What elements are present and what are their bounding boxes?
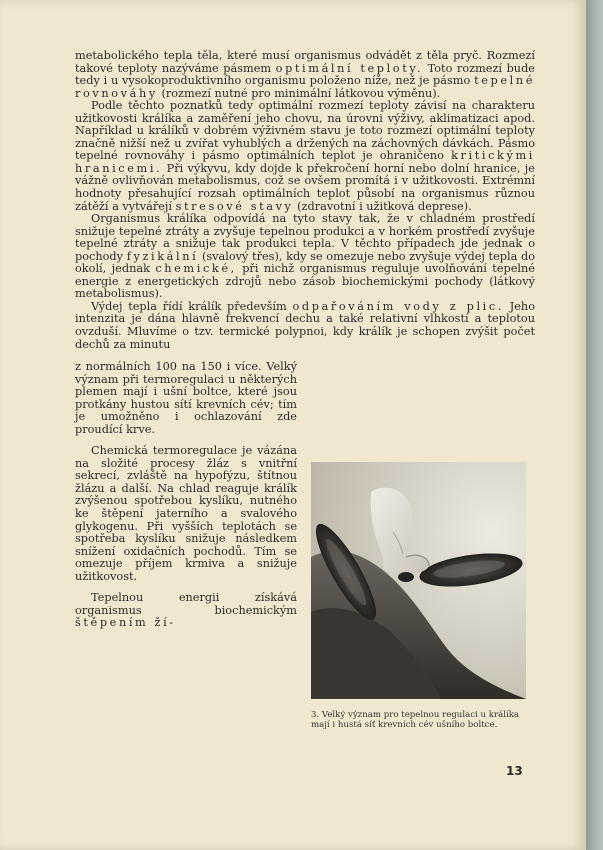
paragraph-2: Podle těchto poznatků tedy optimální rozmezí teploty závisí na charakteru užitkovosti králíka a zaměření jeho chovu, na úrovni výživy, aklimatizaci apod. Například u králíků v dobrém výživném stavu je toto rozmezí optimální teploty značně nižší než u zvířat vyhublých a držených na záchovných dávkách. Pásmo tepelné rovnováhy i pásmo optimálních teplot je ohraničeno kritickými hranicemi. Při výkyvu, kdy dojde k překročení horní nebo dolní hranice, je vážně ovlivňován metabolismus, což se ovšem promítá i v užitkovosti. Extrémní hodnoty přesahující rozsah optimálních teplot působí na organismus různou zátěží a vytvářejí stresové stavy (zdravotní i užitková deprese). [75,99,535,213]
spaced-term: stresové stavy [175,199,294,213]
paragraph-4: Výdej tepla řídí králík především odpařováním vody z plic. Jeho intenzita je dána hlavně frekvencí dechu a také relativní vlhkostí a teplotou ovzduší. Mluvíme o tzv. termické polypnoi, kdy králík je schopen zvýšit počet dechů za minutu [75,299,536,351]
spaced-term: kritickými hranicemi. [75,149,535,175]
page-edge [586,0,603,850]
spaced-term: chemické, [155,262,237,276]
left-column-text [75,361,297,630]
spaced-term: štěpením ží- [75,616,176,630]
photo-illustration [311,462,526,699]
figure-caption: 3. Velký význam pro tepelnou regulaci u králíka mají i hustá síť krevních cév ušního boltce. [311,710,520,731]
page-number: 13 [506,764,523,778]
paragraph-5: Chemická termoregulace je vázána na složité procesy žláz s vnitřní sekrecí, zvláště na hypofýzu, štítnou žlázu a další. Na chlad reaguje králík zvýšenou spotřebou kyslíku, nutného ke štěpení jaterního a svalového glykogenu. Při vyšších teplotách se spotřeba kyslíku snižuje následkem snížení oxidačních pochodů. Tím se omezuje příjem krmiva a snižuje užitkovost. [75,444,297,583]
rabbit-ear-photo [311,462,526,699]
spaced-term: tepelné rovnováhy [75,74,536,100]
spaced-term: optimální teploty. [275,61,424,75]
paragraph-4-continued: z normálních 100 na 150 i více. Velký význam při termoregulaci u některých plemen mají i ušní boltce, které jsou protkány hustou sítí krevních cév; tím je umožněno i ochlazování zde proudící krve. [75,360,297,436]
paragraph-6: Tepelnou energii získává organismus biochemickým štěpením ží- [75,591,297,630]
paragraph-3: Organismus králíka odpovídá na tyto stavy tak, že v chladném prostředí snižuje tepelné ztráty a zvyšuje tepelnou produkci a v horkém prostředí zvyšuje tepelné ztráty a snižuje tak produkci tepla. V těchto případech jde jednak o pochody fyzikální (svalový třes), kdy se omezuje nebo zvyšuje výdej tepla do okolí, jednak chemické, při nichž organismus reguluje uvolňování tepelné energie z energetických zdrojů nebo zásob biochemickými pochody (látkový metabolismus). [75,212,535,301]
body-text [75,50,535,351]
spaced-term: odpařováním vody z plic. [292,299,505,313]
spaced-term: fyzikální [126,249,199,263]
paragraph-1: metabolického tepla těla, které musí organismus odvádět z těla pryč. Rozmezí takové teploty nazýváme pásmem optimální teploty. Toto rozmezí bude tedy i u vysokoproduktivního organismu položeno níže, než je pásmo tepelné rovnováhy (rozmezí nutné pro minimální látkovou výměnu). [75,49,536,100]
